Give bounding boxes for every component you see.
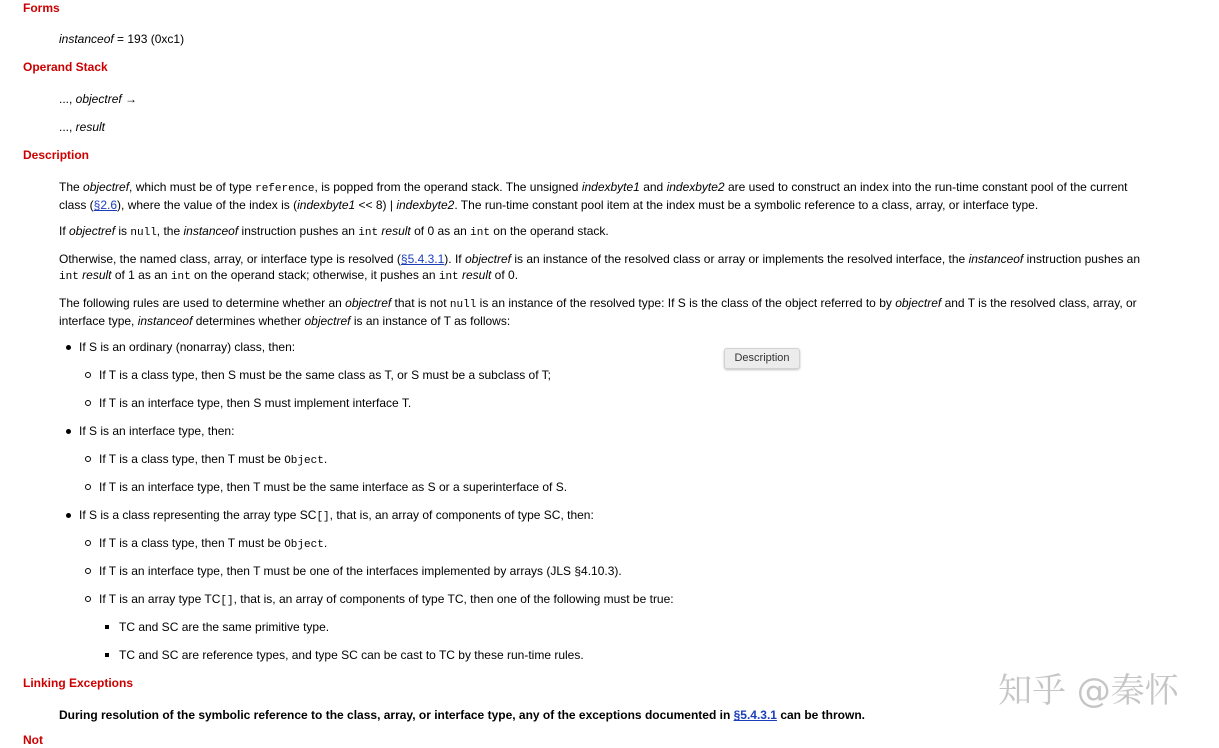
opcode-value: = 193 (0xc1) <box>113 32 185 46</box>
description-paragraph-2: If objectref is null, the instanceof instruction pushes an int result of 0 as an int on the operand stack. <box>59 224 609 239</box>
rule-3c-ii: TC and SC are reference types, and type SC can be cast to TC by these run-time rules. <box>119 648 584 662</box>
rule-2a: If T is a class type, then T must be Object. <box>99 452 328 467</box>
rule-3c-i: TC and SC are the same primitive type. <box>119 620 330 634</box>
rule-3: If S is a class representing the array type SC[], that is, an array of components of type SC, then: <box>79 508 594 523</box>
bullet-disc-icon <box>66 429 71 434</box>
rule-2: If S is an interface type, then: <box>79 424 235 438</box>
description-paragraph-1: The objectref, which must be of type reference, is popped from the operand stack. The unsigned indexbyte1 and indexbyte2 are used to construct an index into the run-time constant pool of the current class (§2.6), where the value of the index is (indexbyte1 << 8) | indexbyte2. The run-time constant pool item at the index must be a symbolic reference to a class, array, or interface type. <box>59 180 1128 212</box>
description-paragraph-3: Otherwise, the named class, array, or interface type is resolved (§5.4.3.1). If objectref is an instance of the resolved class or array or implements the resolved interface, the instanceof instruction pushes an int result of 1 as an int on the operand stack; otherwise, it pushes an int result of 0. <box>59 252 1141 283</box>
bullet-square-icon <box>105 625 109 629</box>
watermark: 知乎 @秦怀 <box>998 671 1179 711</box>
link-section-5-4-3-1-linking[interactable]: §5.4.3.1 <box>733 708 777 722</box>
bullet-circle-icon <box>85 400 91 406</box>
stack-prefix: ..., <box>59 92 76 106</box>
stack-prefix: ..., <box>59 120 76 134</box>
rule-3b: If T is an interface type, then T must be one of the interfaces implemented by arrays (JLS §4.10.3). <box>99 564 622 578</box>
opcode-name: instanceof <box>59 32 114 46</box>
bullet-circle-icon <box>85 456 91 462</box>
heading-forms: Forms <box>23 1 60 15</box>
operand-stack-before <box>59 91 1149 107</box>
forms-opcode <box>59 31 1149 47</box>
rule-1a: If T is a class type, then S must be the same class as T, or S must be a subclass of T; <box>99 368 551 382</box>
bullet-circle-icon <box>85 372 91 378</box>
rule-3a: If T is a class type, then T must be Object. <box>99 536 328 551</box>
bullet-circle-icon <box>85 596 91 602</box>
stack-var-objectref: objectref <box>75 92 122 106</box>
heading-operand-stack: Operand Stack <box>23 60 108 74</box>
rule-2b: If T is an interface type, then T must be the same interface as S or a superinterface of S. <box>99 480 568 494</box>
link-section-5-4-3-1[interactable]: §5.4.3.1 <box>400 252 445 266</box>
tooltip-description: Description <box>724 348 800 369</box>
bullet-disc-icon <box>66 513 71 518</box>
rule-1: If S is an ordinary (nonarray) class, then: <box>79 340 296 354</box>
bullet-circle-icon <box>85 484 91 490</box>
bullet-circle-icon <box>85 540 91 546</box>
rule-3c: If T is an array type TC[], that is, an array of components of type TC, then one of the following must be true: <box>99 592 674 607</box>
bullet-circle-icon <box>85 568 91 574</box>
bullet-disc-icon <box>66 345 71 350</box>
operand-stack-after <box>59 119 1149 135</box>
bullet-square-icon <box>105 653 109 657</box>
heading-next-partial: Not <box>23 733 43 747</box>
rule-1b: If T is an interface type, then S must implement interface T. <box>99 396 412 410</box>
linking-exceptions-text: During resolution of the symbolic reference to the class, array, or interface type, any of the exceptions documented in §5.4.3.1 can be thrown. <box>59 708 865 722</box>
description-paragraph-4: The following rules are used to determine whether an objectref that is not null is an instance of the resolved type: If S is the class of the object referred to by objectref and T is the resolved class, array, or interface type, instanceof determines whether objectref is an instance of T as follows: <box>59 296 1137 328</box>
stack-arrow: → <box>121 92 138 106</box>
heading-description: Description <box>23 148 90 162</box>
heading-linking-exceptions: Linking Exceptions <box>23 676 134 690</box>
stack-var-result: result <box>75 120 106 134</box>
link-section-2-6[interactable]: §2.6 <box>93 198 118 212</box>
